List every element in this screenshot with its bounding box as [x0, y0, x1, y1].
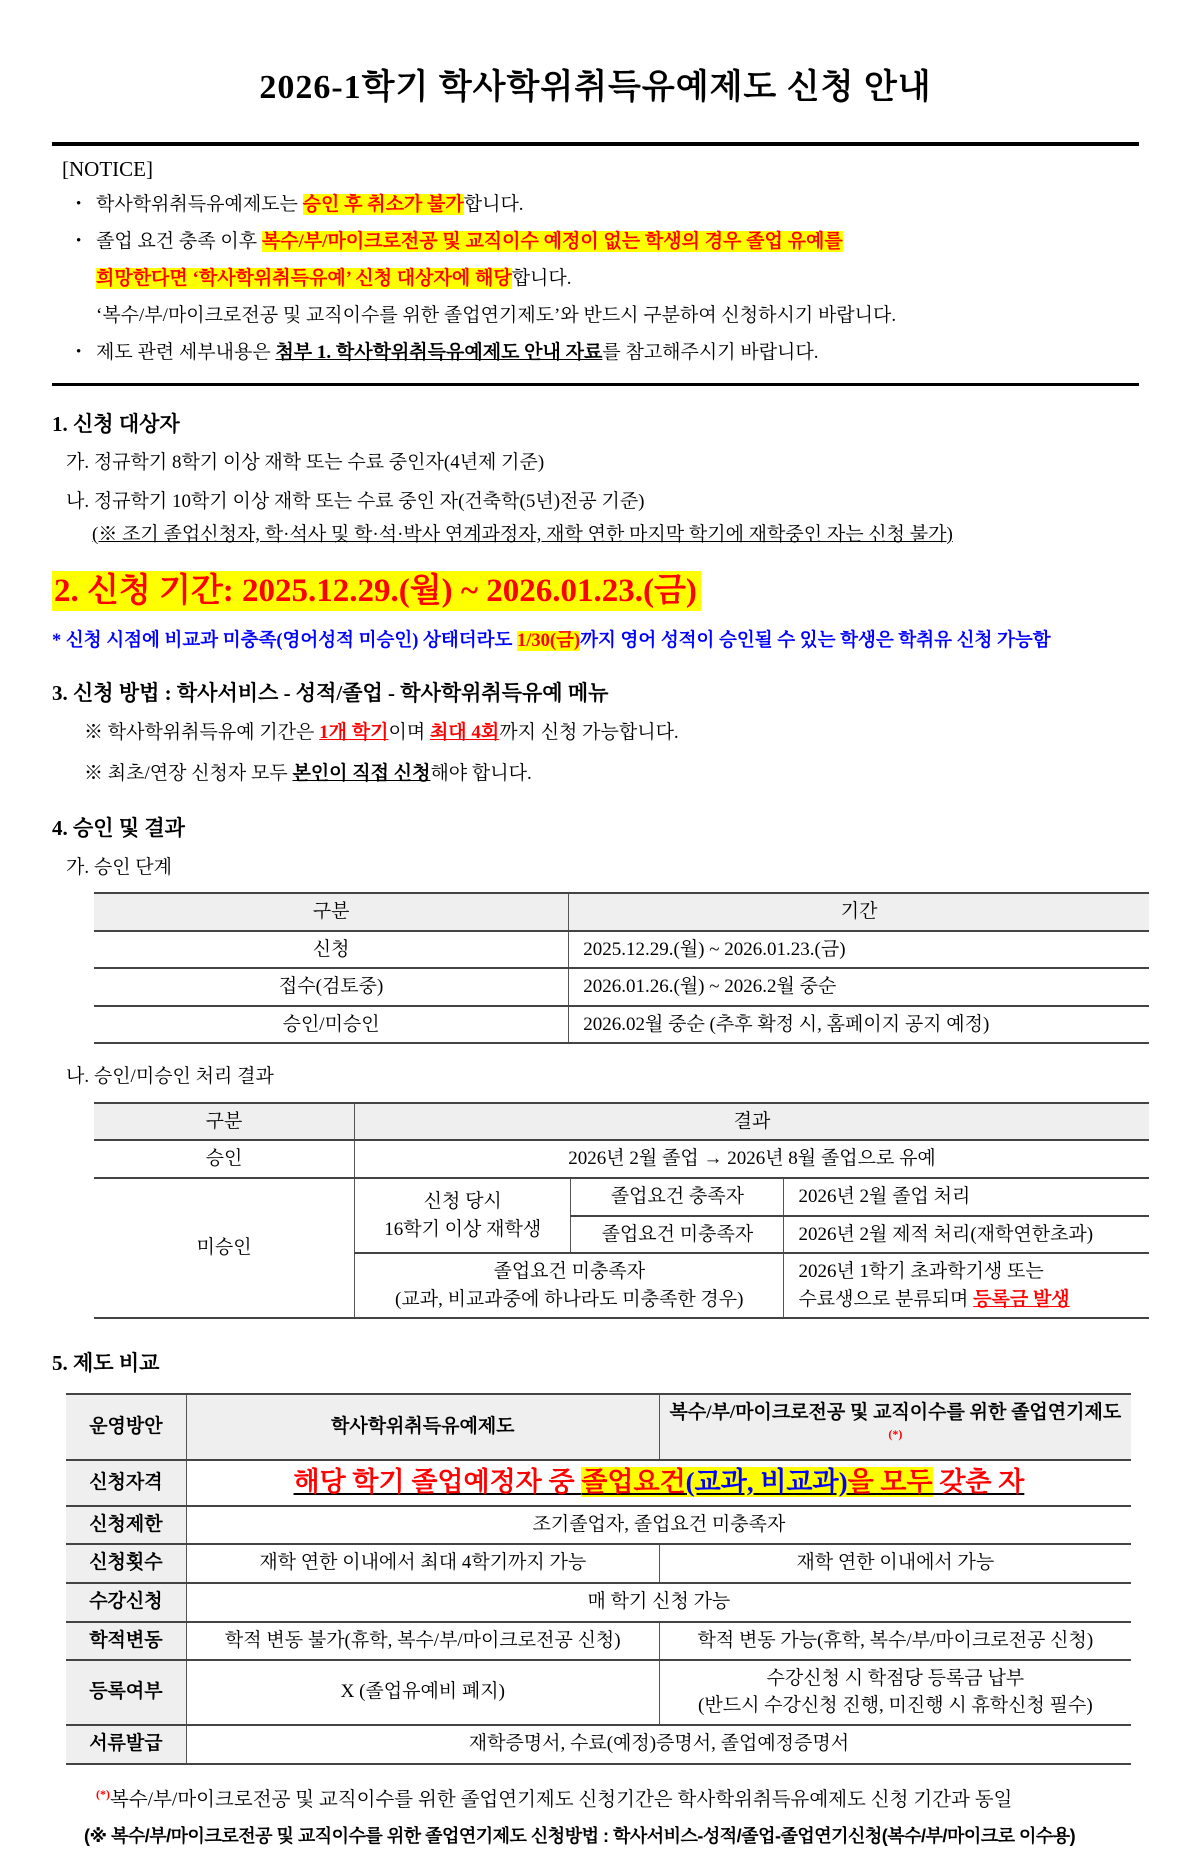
approval-result-table	[94, 1102, 1149, 1319]
table-row	[66, 1544, 1131, 1583]
notice-b1-post: 합니다.	[463, 193, 524, 215]
s3-n2-strong: 본인이 직접 신청	[292, 763, 431, 785]
t2-r1c3: 2026년 2월 졸업 처리	[784, 1178, 1149, 1216]
table-row	[66, 1583, 1131, 1622]
system-comparison-table	[66, 1393, 1131, 1765]
t3-course-label: 수강신청	[66, 1583, 186, 1622]
notice-b3-attachment-ref: 첨부 1. 학사학위취득유예제도 안내 자료	[275, 341, 603, 363]
notice-label: [NOTICE]	[62, 157, 153, 182]
section1-note: (※ 조기 졸업신청자, 학·석사 및 학·석·박사 연계과정자, 재학 연한 마지막 학기에 재학중인 자는 신청 불가)	[92, 523, 953, 545]
notice-b2-highlight-1: 복수/부/마이크로전공 및 교직이수 예정이 없는 학생의 경우 졸업 유예를	[261, 230, 843, 252]
t2-r3c2-line2	[798, 1286, 1141, 1314]
t1-row2-period: 2026.01.26.(월) ~ 2026.2월 중순	[569, 968, 1149, 1006]
table-row	[94, 1178, 1149, 1216]
s3-n1-mid: 이며	[388, 721, 430, 743]
section4-heading: 4. 승인 및 결과	[52, 816, 185, 841]
notice-bullet-3	[62, 334, 1133, 371]
notice-box	[52, 142, 1139, 386]
notice-b1-highlight: 승인 후 취소가 불가	[302, 193, 464, 215]
table-row	[66, 1460, 1131, 1506]
t2-r1c2: 졸업요건 충족자	[571, 1178, 784, 1216]
table-row	[66, 1660, 1131, 1725]
t2-r2c3: 2026년 2월 제적 처리(재학연한초과)	[784, 1216, 1149, 1254]
approval-steps-table	[94, 892, 1149, 1044]
t2-r1c1-line2: 16학기 이상 재학생	[384, 1218, 542, 1240]
asterisk-mark: (*)	[888, 1427, 903, 1442]
t3-reg-label: 등록여부	[66, 1660, 186, 1725]
t3-limit-label: 신청제한	[66, 1506, 186, 1545]
t2-reject-16th-cell	[355, 1178, 571, 1253]
section4-sub-b: 나. 승인/미승인 처리 결과	[66, 1066, 274, 1088]
table-row	[66, 1725, 1131, 1764]
t3-doc-label: 서류발급	[66, 1725, 186, 1764]
section3-heading: 3. 신청 방법 : 학사서비스 - 성적/졸업 - 학사학위취득유예 메뉴	[52, 680, 609, 705]
qual-part3: (교과, 비교과)	[685, 1467, 848, 1498]
t2-r3c2-pre: 수료생으로 분류되며	[798, 1288, 974, 1310]
table-row	[94, 931, 1149, 969]
section2-heading: 2. 신청 기간: 2025.12.29.(월) ~ 2026.01.23.(금)	[52, 571, 1139, 612]
table-row	[94, 1006, 1149, 1044]
qual-part5: 갖춘 자	[932, 1467, 1025, 1498]
section4-sub-a: 가. 승인 단계	[66, 856, 173, 878]
t3-status-label: 학적변동	[66, 1622, 186, 1661]
table-row	[66, 1622, 1131, 1661]
t3-reg-right-line2: (반드시 수강신청 진행, 미진행 시 휴학신청 필수)	[698, 1694, 1093, 1716]
notice-b2-sub: ‘복수/부/마이크로전공 및 교직이수를 위한 졸업연기제도’와 반드시 구분하여 신청하시기 바랍니다.	[96, 304, 897, 326]
notice-b3-post: 를 참고해주시기 바랍니다.	[602, 341, 819, 363]
t2-approve-result: 2026년 2월 졸업 → 2026년 8월 졸업으로 유예	[355, 1140, 1149, 1178]
notice-bullet-2-subline	[62, 297, 1133, 334]
t2-r3c2-line1: 2026년 1학기 초과학기생 또는	[798, 1261, 1044, 1283]
t3-doc-value: 재학증명서, 수료(예정)증명서, 졸업예정증명서	[186, 1725, 1131, 1764]
t2-header-result: 결과	[355, 1103, 1149, 1141]
section2-note-pre: * 신청 시점에 비교과 미충족(영어성적 미승인) 상태더라도	[52, 630, 517, 651]
s3-n1-post: 까지 신청 가능합니다.	[499, 721, 679, 743]
section1-item-ga: 가. 정규학기 8학기 이상 재학 또는 수료 중인자(4년제 기준)	[66, 452, 545, 474]
notice-b2-post: 합니다.	[511, 267, 572, 289]
section1-heading: 1. 신청 대상자	[52, 411, 180, 436]
t1-row2-category: 접수(검토중)	[94, 968, 569, 1006]
t3-status-right: 학적 변동 가능(휴학, 복수/부/마이크로전공 신청)	[659, 1622, 1131, 1661]
section2-note	[52, 629, 1139, 655]
section3-note-2	[52, 757, 1139, 790]
t3-header-delay: 복수/부/마이크로전공 및 교직이수를 위한 졸업연기제도(*)	[659, 1394, 1131, 1461]
asterisk-mark: (*)	[96, 1786, 110, 1801]
t2-r2c2: 졸업요건 미충족자	[571, 1216, 784, 1254]
table-row	[94, 1140, 1149, 1178]
t3-header-plan: 운영방안	[66, 1394, 186, 1461]
t2-r3-cond-cell	[355, 1253, 784, 1318]
t1-row3-category: 승인/미승인	[94, 1006, 569, 1044]
qual-part4: 을 모두	[847, 1467, 933, 1498]
table-row	[94, 1103, 1149, 1141]
section2-note-post: 까지 영어 성적이 승인될 수 있는 학생은 학취유 신청 가능함	[580, 630, 1051, 651]
notice-b1-pre: 학사학위취득유예제도는	[96, 193, 303, 215]
t3-count-label: 신청횟수	[66, 1544, 186, 1583]
t1-header-category: 구분	[94, 893, 569, 931]
section5-heading: 5. 제도 비교	[52, 1351, 160, 1376]
table-row	[66, 1506, 1131, 1545]
table-row	[66, 1394, 1131, 1461]
t3-status-left: 학적 변동 불가(휴학, 복수/부/마이크로전공 신청)	[186, 1622, 659, 1661]
t1-row1-period: 2025.12.29.(월) ~ 2026.01.23.(금)	[569, 931, 1149, 969]
t3-course-value: 매 학기 신청 가능	[186, 1583, 1131, 1622]
t2-reject-label: 미승인	[94, 1178, 355, 1318]
notice-bullet-1	[62, 186, 1133, 223]
notice-b2-highlight-2: 희망한다면 ‘학사학위취득유예’ 신청 대상자에 해당	[96, 267, 512, 289]
t2-approve-label: 승인	[94, 1140, 355, 1178]
t2-r1c1-line1: 신청 당시	[423, 1190, 502, 1212]
t3-reg-right-line1: 수강신청 시 학점당 등록금 납부	[766, 1668, 1025, 1690]
t2-r3-result-cell	[784, 1253, 1149, 1318]
t1-row1-category: 신청	[94, 931, 569, 969]
footnote-1-text: 복수/부/마이크로전공 및 교직이수를 위한 졸업연기제도 신청기간은 학사학위취득유예제도 신청 기간과 동일	[110, 1789, 1013, 1811]
notice-bullet-2-line2	[62, 260, 1133, 297]
table-row	[94, 968, 1149, 1006]
t3-count-left: 재학 연한 이내에서 최대 4학기까지 가능	[186, 1544, 659, 1583]
t2-tuition-warning: 등록금 발생	[973, 1288, 1070, 1310]
notice-bullet-2	[62, 223, 1133, 260]
t3-qual-value	[186, 1460, 1131, 1506]
t2-r3c1-line2: (교과, 비교과중에 하나라도 미충족한 경우)	[395, 1288, 744, 1310]
t2-r3c1-line1: 졸업요건 미충족자	[493, 1261, 646, 1283]
qual-part1: 해당 학기 졸업예정자 중	[293, 1467, 582, 1498]
s3-n1-maxcount: 최대 4회	[429, 721, 500, 743]
t3-qual-label: 신청자격	[66, 1460, 186, 1506]
section3-note-1	[52, 716, 1139, 749]
t3-reg-right	[659, 1660, 1131, 1725]
section2-note-deadline: 1/30(금)	[516, 630, 581, 651]
t3-header-deferral: 학사학위취득유예제도	[186, 1394, 659, 1461]
t1-header-period: 기간	[569, 893, 1149, 931]
page-title: 2026-1학기 학사학위취득유예제도 신청 안내	[259, 69, 932, 106]
qual-part2: 졸업요건	[581, 1467, 686, 1498]
footnote-2: (※ 복수/부/마이크로전공 및 교직이수를 위한 졸업연기제도 신청방법 : 학사서비스-성적/졸업-졸업연기신청(복수/부/마이크로 이수용)	[84, 1825, 1076, 1846]
t3-count-right: 재학 연한 이내에서 가능	[659, 1544, 1131, 1583]
t1-row3-period: 2026.02월 중순 (추후 확정 시, 홈페이지 공지 예정)	[569, 1006, 1149, 1044]
section1-item-na: 나. 정규학기 10학기 이상 재학 또는 수료 중인 자(건축학(5년)전공 기준)	[66, 490, 645, 512]
notice-b3-pre: 제도 관련 세부내용은	[96, 341, 276, 363]
s3-n2-post: 해야 합니다.	[430, 763, 532, 785]
table-row	[94, 893, 1149, 931]
s3-n1-pre: ※ 학사학위취득유예 기간은	[84, 721, 320, 743]
s3-n1-period: 1개 학기	[319, 721, 389, 743]
notice-b2-pre: 졸업 요건 충족 이후	[96, 230, 262, 252]
t3-limit-value: 조기졸업자, 졸업요건 미충족자	[186, 1506, 1131, 1545]
footnote-1	[96, 1785, 1139, 1815]
s3-n2-pre: ※ 최초/연장 신청자 모두	[84, 763, 293, 785]
t2-header-category: 구분	[94, 1103, 355, 1141]
t3-reg-left: X (졸업유예비 폐지)	[186, 1660, 659, 1725]
